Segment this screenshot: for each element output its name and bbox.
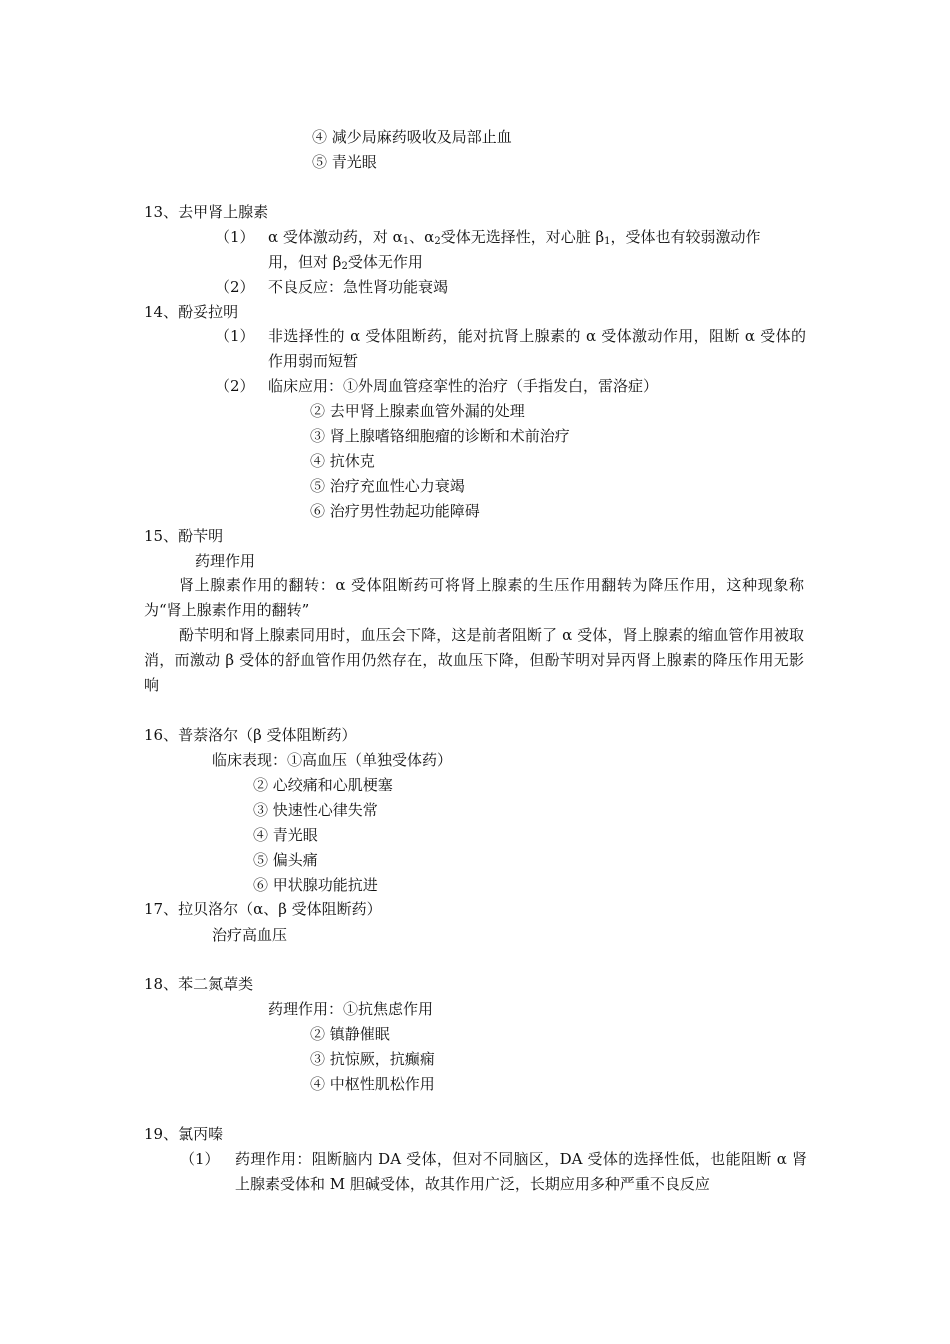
list-item: ② 镇静催眠 [310, 1025, 390, 1043]
item-number: （2） [215, 377, 255, 395]
section-heading: 18、苯二氮䓬类 [144, 975, 254, 993]
list-item: ④ 中枢性肌松作用 [310, 1075, 435, 1093]
section-heading: 13、去甲肾上腺素 [144, 203, 269, 221]
item-number: （2） [215, 278, 255, 296]
section-heading: 17、拉贝洛尔（α、β 受体阻断药） [144, 900, 382, 918]
section-heading: 15、酚苄明 [144, 527, 224, 545]
list-item: ② 去甲肾上腺素血管外漏的处理 [310, 402, 525, 420]
subheading: 药理作用 [195, 552, 256, 570]
paragraph-line: 不良反应：急性肾功能衰竭 [268, 278, 449, 296]
list-item: ② 心绞痛和心肌梗塞 [253, 776, 393, 794]
list-item: ③ 肾上腺嗜铬细胞瘤的诊断和术前治疗 [310, 427, 570, 445]
paragraph-line: α 受体激动药，对 $\alpha_1$、$\alpha_2$受体无选择性，对心脏 $\beta_1$，受体也有较弱激动作 [268, 228, 761, 247]
list-item: ⑥ 甲状腺功能抗进 [253, 876, 378, 894]
paragraph-line: 用，但对 $\beta_2$受体无作用 [268, 253, 423, 272]
list-item: ④ 青光眼 [253, 826, 318, 844]
subheading: 治疗高血压 [212, 926, 288, 944]
section-heading: 16、普萘洛尔（β 受体阻断药） [144, 726, 357, 744]
list-item: ⑥ 治疗男性勃起功能障碍 [310, 502, 480, 520]
list-item: ③ 抗惊厥，抗癫痫 [310, 1050, 435, 1068]
item-number: （1） [180, 1150, 220, 1168]
paragraph-line: 临床应用：①外周血管痉挛性的治疗（手指发白，雷洛症） [268, 377, 659, 395]
paragraph: 肾上腺素作用的翻转：α 受体阻断药可将肾上腺素的生压作用翻转为降压作用，这种现象称为“肾上腺素作用的翻转” [144, 576, 804, 619]
section-heading: 19、氯丙嗪 [144, 1125, 224, 1143]
item-number: （1） [215, 327, 255, 345]
paragraph: 非选择性的 α 受体阻断药，能对抗肾上腺素的 α 受体激动作用，阻断 α 受体的作用弱而短暂 [268, 327, 806, 370]
list-item: ⑤ 治疗充血性心力衰竭 [310, 477, 465, 495]
section-heading: 14、酚妥拉明 [144, 303, 239, 321]
list-item: ③ 快速性心律失常 [253, 801, 378, 819]
item-number: （1） [215, 228, 255, 246]
list-item: ⑤ 青光眼 [312, 153, 377, 171]
list-item: ④ 抗休克 [310, 452, 375, 470]
paragraph-line: 药理作用：①抗焦虑作用 [268, 1000, 434, 1018]
list-item: ④ 减少局麻药吸收及局部止血 [312, 128, 512, 146]
paragraph: 酚苄明和肾上腺素同用时，血压会下降，这是前者阻断了 α 受体，肾上腺素的缩血管作用被取消，而激动 β 受体的舒血管作用仍然存在，故血压下降，但酚苄明对异丙肾上腺素的降压作用无影响 [144, 626, 804, 694]
paragraph: 药理作用：阻断脑内 DA 受体，但对不同脑区，DA 受体的选择性低，也能阻断 α 肾上腺素受体和 M 胆碱受体，故其作用广泛，长期应用多种严重不良反应 [235, 1150, 807, 1193]
paragraph-line: 临床表现：①高血压（单独受体药） [212, 751, 453, 769]
list-item: ⑤ 偏头痛 [253, 851, 318, 869]
